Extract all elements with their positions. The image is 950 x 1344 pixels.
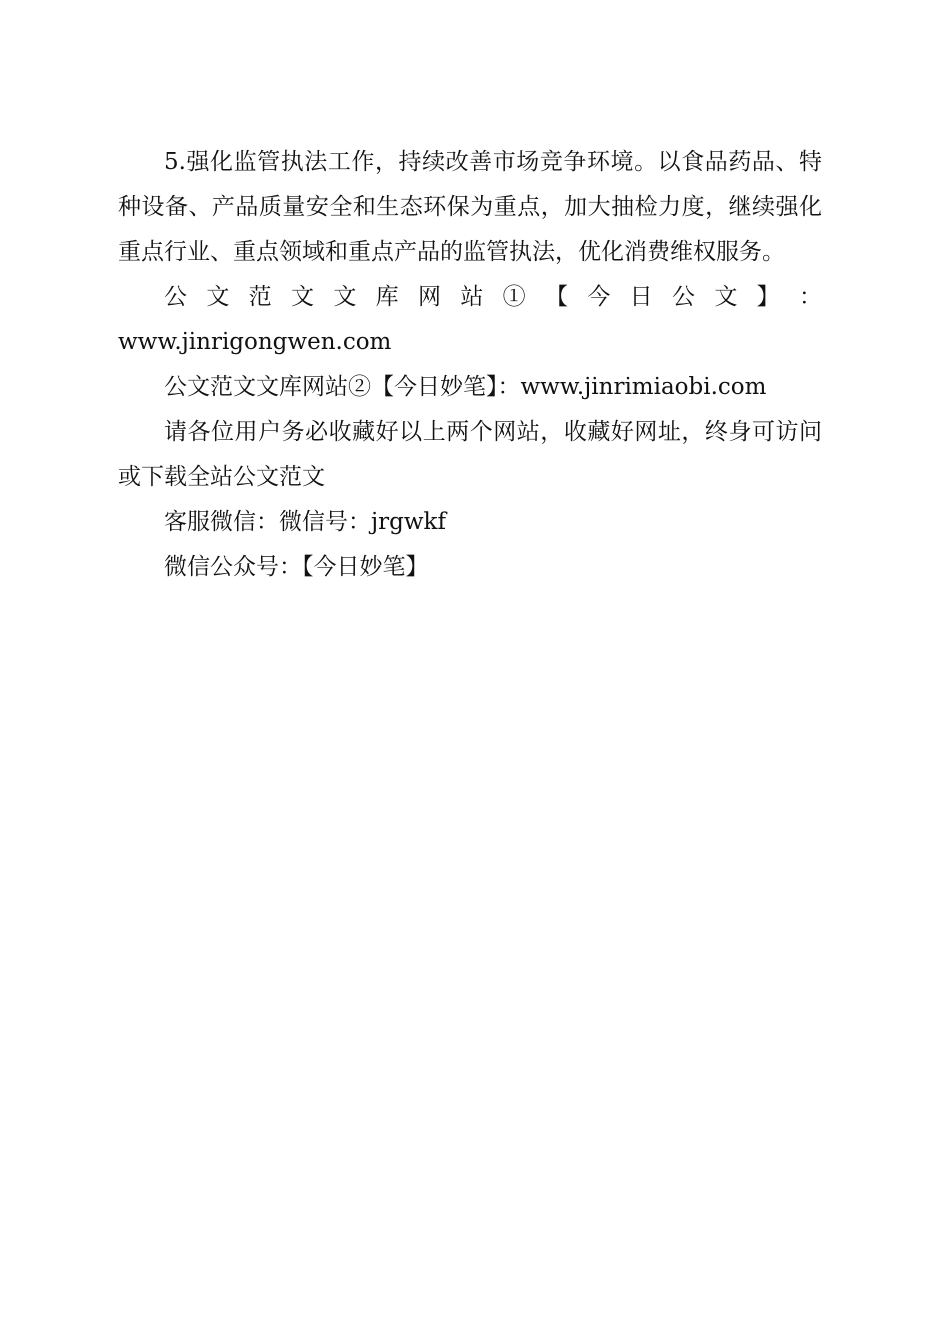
site-1-url[interactable]: www.jinrigongwen.com (118, 329, 392, 355)
site-2-line[interactable]: 公文范文文库网站②【今日妙笔】：www.jinrimiaobi.com (164, 374, 767, 400)
official-account-line: 微信公众号：【今日妙笔】 (164, 554, 429, 580)
site-1-label: 公 文 范 文 文 库 网 站 ① 【 今 日 公 文 】 ： (164, 284, 822, 310)
document-body (118, 140, 822, 590)
site-1-block (118, 275, 822, 365)
customer-service-line: 客服微信：微信号：jrgwkf (164, 509, 446, 535)
paragraph-supervision: 5.强化监管执法工作，持续改善市场竞争环境。以食品药品、特种设备、产品质量安全和生态环保为重点，加大抽检力度，继续强化重点行业、重点领域和重点产品的监管执法，优化消费维权服务。 (118, 149, 822, 265)
notice-paragraph: 请各位用户务必收藏好以上两个网站，收藏好网址，终身可访问或下载全站公文范文 (118, 419, 822, 490)
